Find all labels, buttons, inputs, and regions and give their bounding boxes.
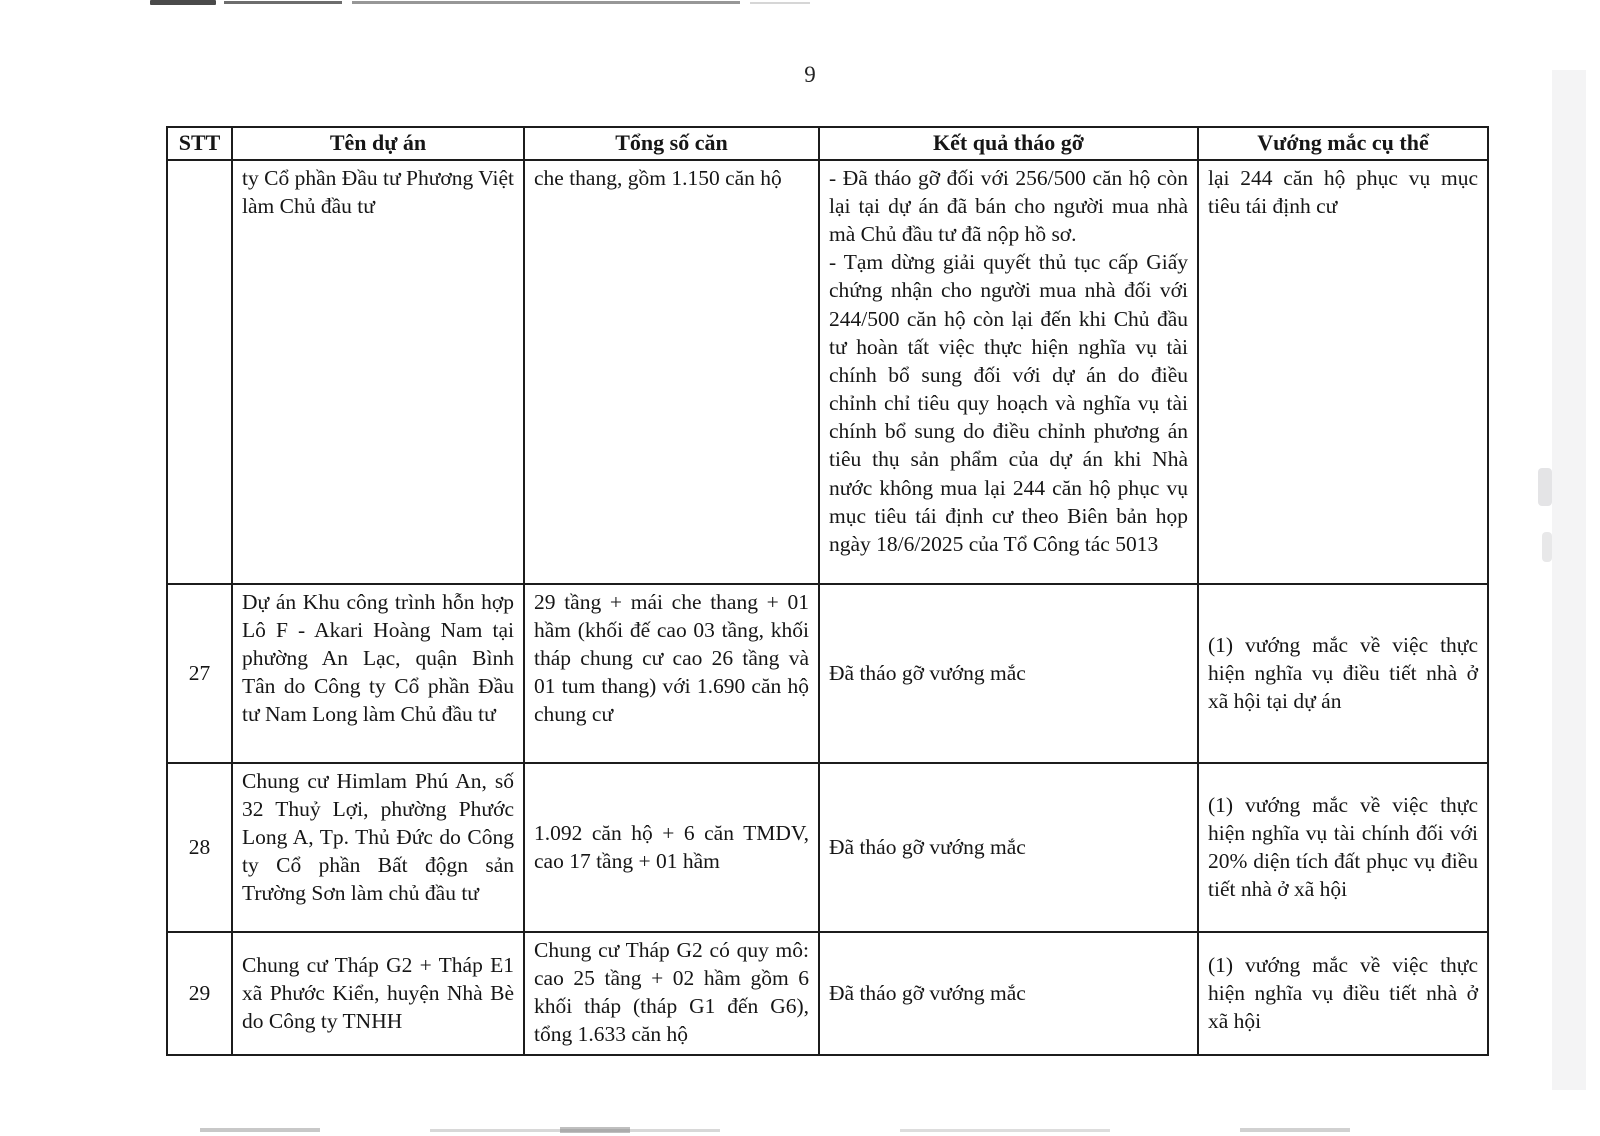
cell-specific-issue: (1) vướng mắc về việc thực hiện nghĩa vụ tài chính đối với 20% diện tích đất phục vụ điều tiết nhà ở xã hội	[1198, 763, 1488, 932]
cell-stt: 27	[167, 584, 232, 763]
cell-resolution-result: Đã tháo gỡ vướng mắc	[819, 763, 1198, 932]
cell-resolution-result	[819, 160, 1198, 584]
cell-specific-issue: lại 244 căn hộ phục vụ mục tiêu tái định cư	[1198, 160, 1488, 584]
scan-artifact	[430, 1129, 720, 1132]
scan-artifact	[750, 2, 810, 4]
scan-artifact	[900, 1129, 1110, 1132]
cell-total-units: 1.092 căn hộ + 6 căn TMDV, cao 17 tầng + 01 hầm	[524, 763, 819, 932]
cell-stt: 28	[167, 763, 232, 932]
scan-artifact	[1552, 70, 1586, 1090]
cell-resolution-result: Đã tháo gỡ vướng mắc	[819, 932, 1198, 1055]
result-paragraph: - Đã tháo gỡ đối với 256/500 căn hộ còn lại tại dự án đã bán cho người mua nhà mà Chủ đầu tư đã nộp hồ sơ.	[829, 165, 1188, 247]
scan-artifact	[352, 1, 740, 4]
cell-total-units: 29 tầng + mái che thang + 01 hầm (khối đế cao 03 tầng, khối tháp chung cư cao 26 tầng và 01 tum thang) với 1.690 căn hộ chung cư	[524, 584, 819, 763]
header-project-name: Tên dự án	[232, 127, 524, 160]
page-number: 9	[804, 62, 816, 87]
scan-artifact	[560, 1127, 630, 1133]
cell-project-name: ty Cổ phần Đầu tư Phương Việt làm Chủ đầu tư	[232, 160, 524, 584]
scan-artifact	[1538, 468, 1552, 506]
header-specific-issue: Vướng mắc cụ thể	[1198, 127, 1488, 160]
cell-total-units: Chung cư Tháp G2 có quy mô: cao 25 tầng + 02 hầm gồm 6 khối tháp (tháp G1 đến G6), tổng 1.633 căn hộ	[524, 932, 819, 1055]
scan-artifact	[1240, 1128, 1350, 1132]
table-row-27	[167, 584, 1488, 763]
cell-specific-issue: (1) vướng mắc về việc thực hiện nghĩa vụ điều tiết nhà ở xã hội tại dự án	[1198, 584, 1488, 763]
table-row-continuation	[167, 160, 1488, 584]
header-total-units: Tổng số căn	[524, 127, 819, 160]
header-row	[167, 127, 1488, 160]
result-paragraph: - Tạm dừng giải quyết thủ tục cấp Giấy chứng nhận cho người mua nhà đối với 244/500 căn hộ còn lại đến khi Chủ đầu tư hoàn tất việc thực hiện nghĩa vụ tài chính bổ sung đối với dự án do điều chỉnh chỉ tiêu quy hoạch và nghĩa vụ tài chính bổ sung do điều chỉnh phương án tiêu thụ sản phẩm của dự án khi Nhà nước không mua lại 244 căn hộ phục vụ mục tiêu tái định cư theo Biên bản họp ngày 18/6/2025 của Tổ Công tác 5013	[829, 250, 1188, 556]
cell-project-name: Chung cư Tháp G2 + Tháp E1 xã Phước Kiển, huyện Nhà Bè do Công ty TNHH	[232, 932, 524, 1055]
projects-table	[166, 126, 1489, 1056]
cell-specific-issue: (1) vướng mắc về việc thực hiện nghĩa vụ điều tiết nhà ở xã hội	[1198, 932, 1488, 1055]
table-row-28	[167, 763, 1488, 932]
scan-artifact	[224, 1, 342, 4]
header-resolution-result: Kết quả tháo gỡ	[819, 127, 1198, 160]
cell-total-units: che thang, gồm 1.150 căn hộ	[524, 160, 819, 584]
header-stt: STT	[167, 127, 232, 160]
scan-artifact	[150, 0, 216, 5]
cell-resolution-result: Đã tháo gỡ vướng mắc	[819, 584, 1198, 763]
scan-artifact	[1542, 532, 1552, 562]
cell-project-name: Chung cư Himlam Phú An, số 32 Thuỷ Lợi, phường Phước Long A, Tp. Thủ Đức do Công ty Cổ phần Bất độgn sản Trường Sơn làm chủ đầu tư	[232, 763, 524, 932]
cell-project-name: Dự án Khu công trình hỗn hợp Lô F - Akari Hoàng Nam tại phường An Lạc, quận Bình Tân do Công ty Cổ phần Đầu tư Nam Long làm Chủ đầu tư	[232, 584, 524, 763]
cell-stt	[167, 160, 232, 584]
cell-stt: 29	[167, 932, 232, 1055]
table-row-29	[167, 932, 1488, 1055]
scan-artifact	[200, 1128, 320, 1132]
